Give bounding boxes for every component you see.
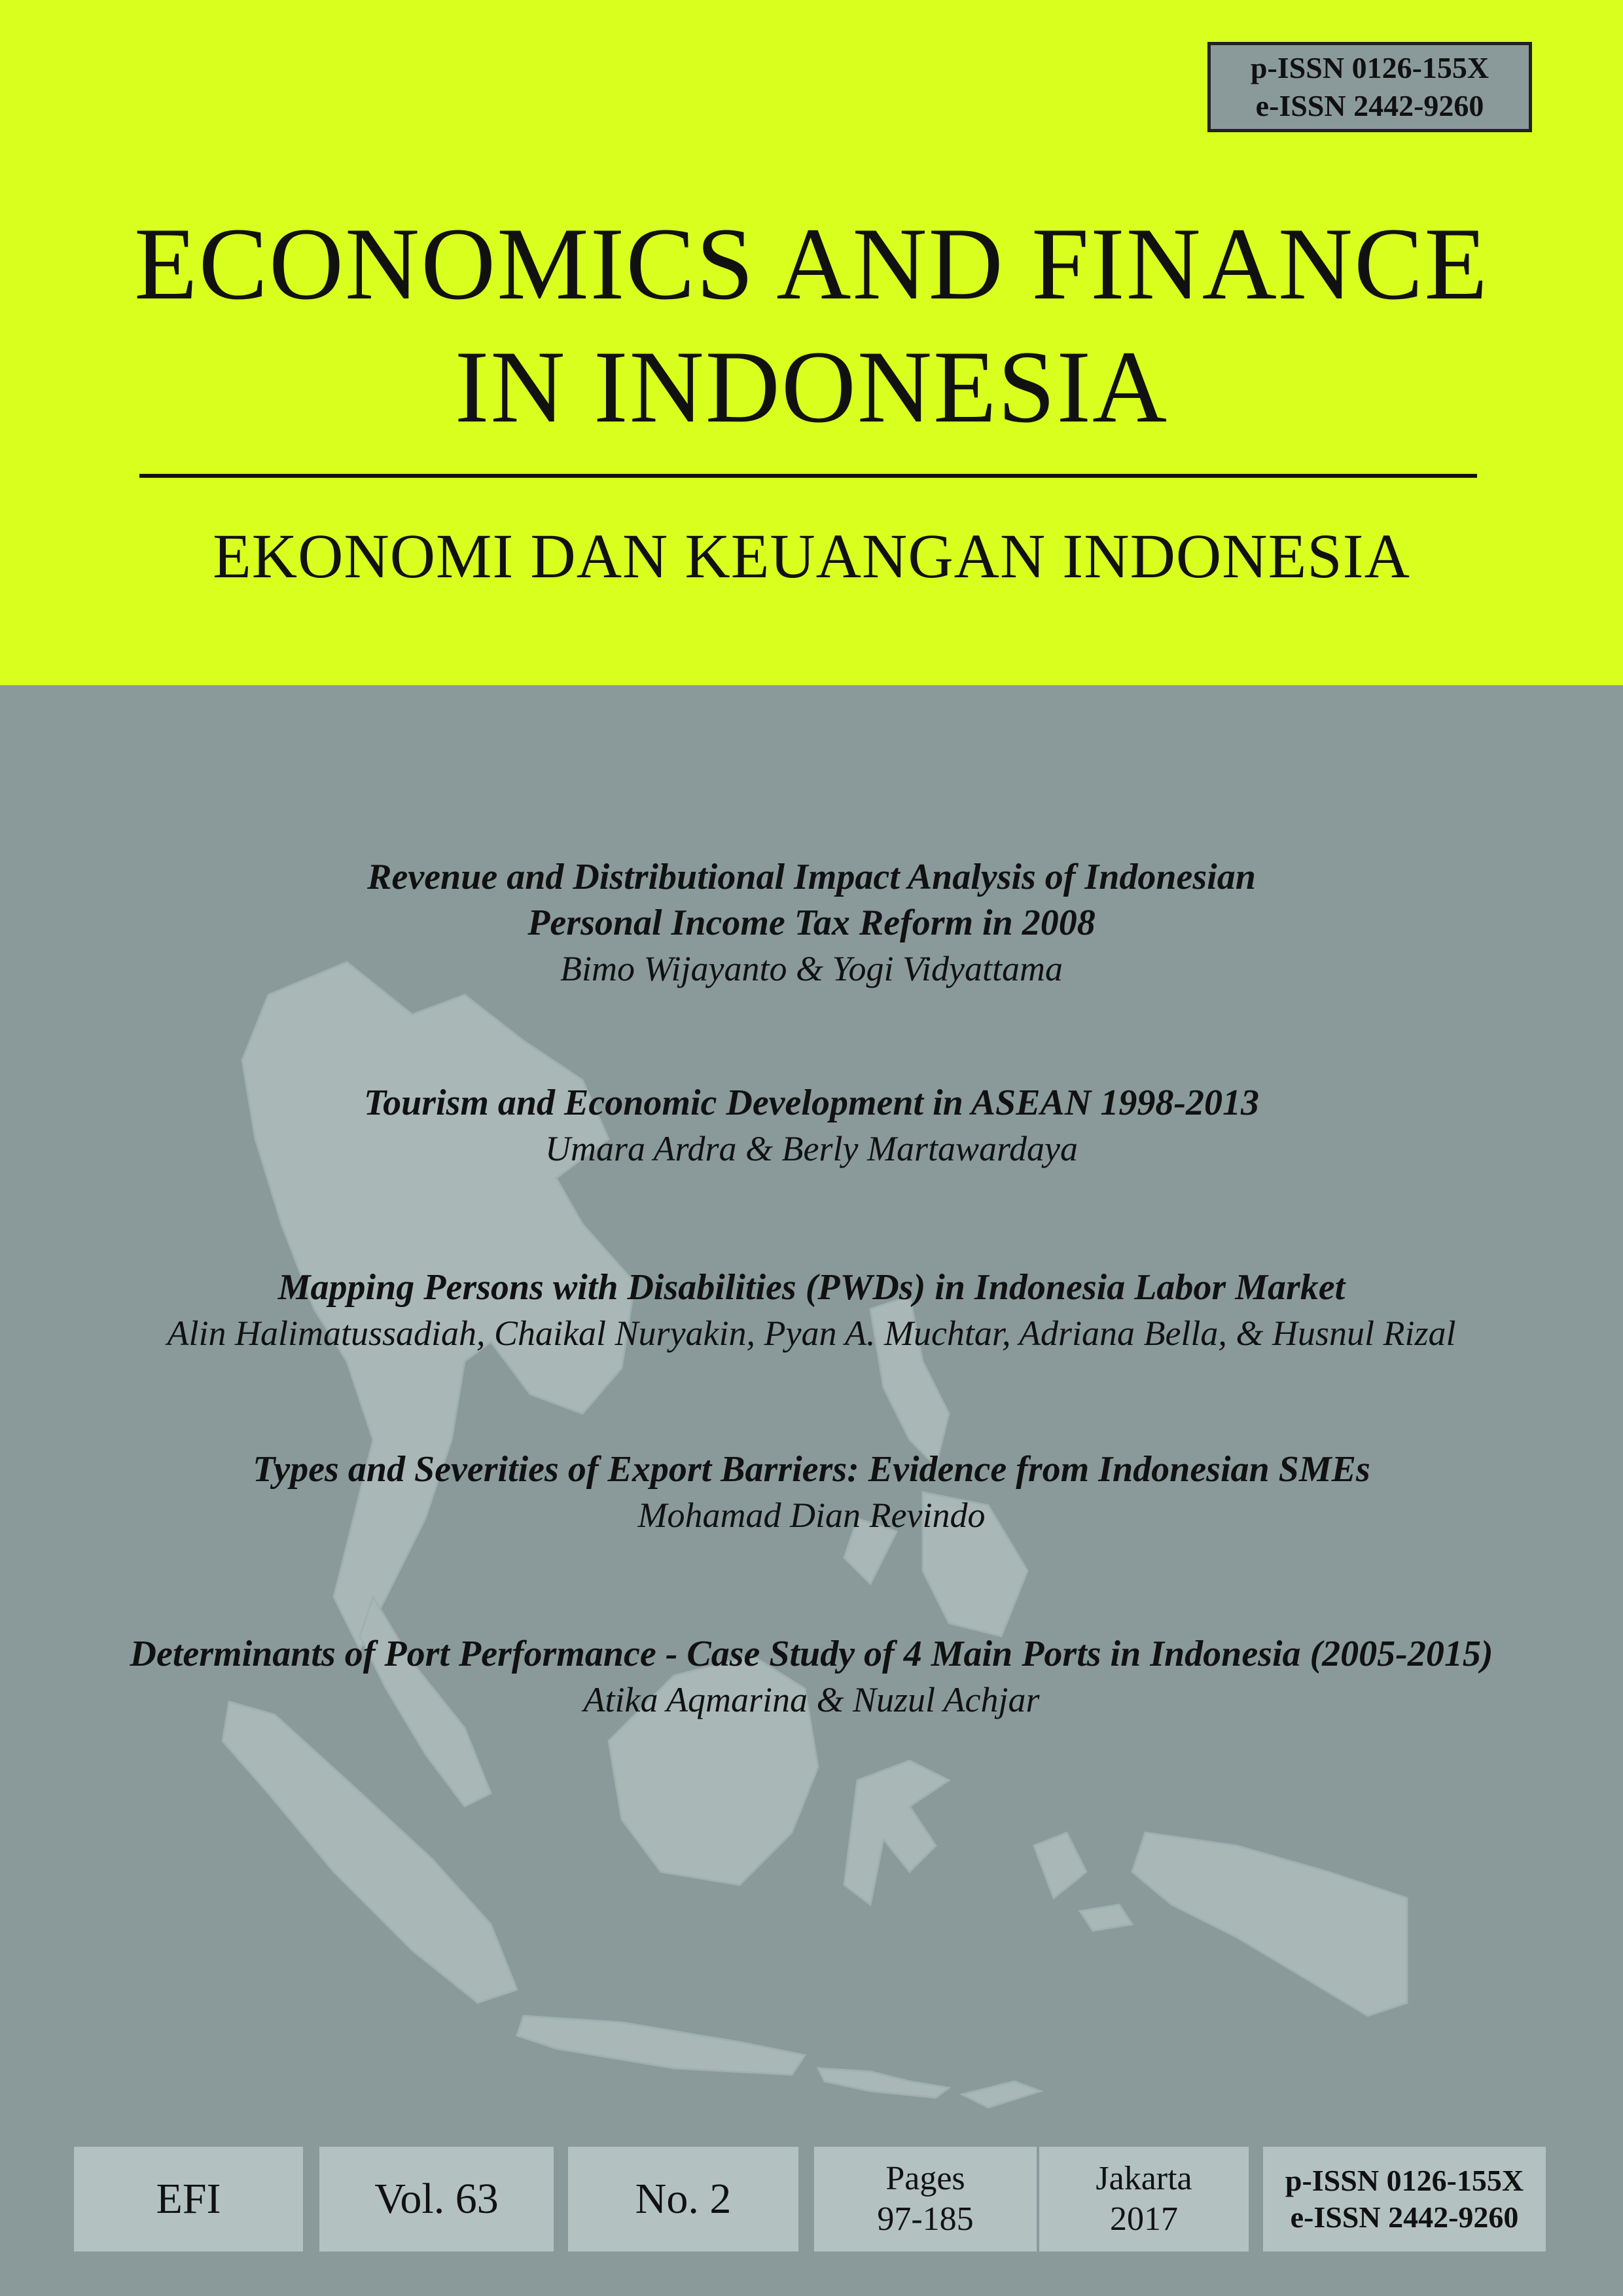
article-title: Revenue and Distributional Impact Analysis of Indonesian bbox=[367, 857, 1256, 897]
article-3 bbox=[0, 1265, 1623, 1356]
article-title: Determinants of Port Performance - Case Study of 4 Main Ports in Indonesia (2005-2015) bbox=[130, 1634, 1493, 1674]
article-title: Mapping Persons with Disabilities (PWDs) in Indonesia Labor Market bbox=[277, 1267, 1346, 1308]
footer-issn: p-ISSN 0126-155X e-ISSN 2442-9260 bbox=[1263, 2147, 1546, 2251]
article-5 bbox=[0, 1631, 1623, 1723]
journal-title bbox=[0, 203, 1623, 449]
article-title-cont: Personal Income Tax Reform in 2008 bbox=[527, 903, 1096, 943]
article-1 bbox=[0, 854, 1623, 992]
journal-title-line2: IN INDONESIA bbox=[454, 330, 1169, 444]
article-2 bbox=[0, 1080, 1623, 1172]
issn-print: p-ISSN 0126-155X bbox=[1250, 51, 1489, 84]
footer-pages: Pages 97-185 bbox=[814, 2147, 1037, 2251]
article-authors: Alin Halimatussadiah, Chaikal Nuryakin, Pyan A. Muchtar, Adriana Bella, & Husnul Rizal bbox=[167, 1314, 1456, 1353]
article-authors: Umara Ardra & Berly Martawardaya bbox=[545, 1129, 1078, 1168]
footer-journal: EFI bbox=[74, 2147, 303, 2251]
issn-box bbox=[1207, 42, 1532, 132]
title-divider bbox=[139, 474, 1477, 478]
article-title: Types and Severities of Export Barriers: Evidence from Indonesian SMEs bbox=[253, 1449, 1370, 1490]
article-authors: Mohamad Dian Revindo bbox=[637, 1496, 986, 1535]
journal-title-line1: ECONOMICS AND FINANCE bbox=[134, 207, 1489, 321]
article-authors: Atika Aqmarina & Nuzul Achjar bbox=[583, 1680, 1040, 1719]
article-title: Tourism and Economic Development in ASEAN 1998-2013 bbox=[364, 1083, 1259, 1123]
footer-number: No. 2 bbox=[568, 2147, 798, 2251]
article-4 bbox=[0, 1446, 1623, 1538]
issn-online: e-ISSN 2442-9260 bbox=[1255, 89, 1484, 122]
journal-subtitle: EKONOMI DAN KEUANGAN INDONESIA bbox=[213, 521, 1410, 591]
footer-volume: Vol. 63 bbox=[319, 2147, 554, 2251]
footer-place-year: Jakarta 2017 bbox=[1039, 2147, 1249, 2251]
article-authors: Bimo Wijayanto & Yogi Vidyattama bbox=[560, 949, 1063, 988]
